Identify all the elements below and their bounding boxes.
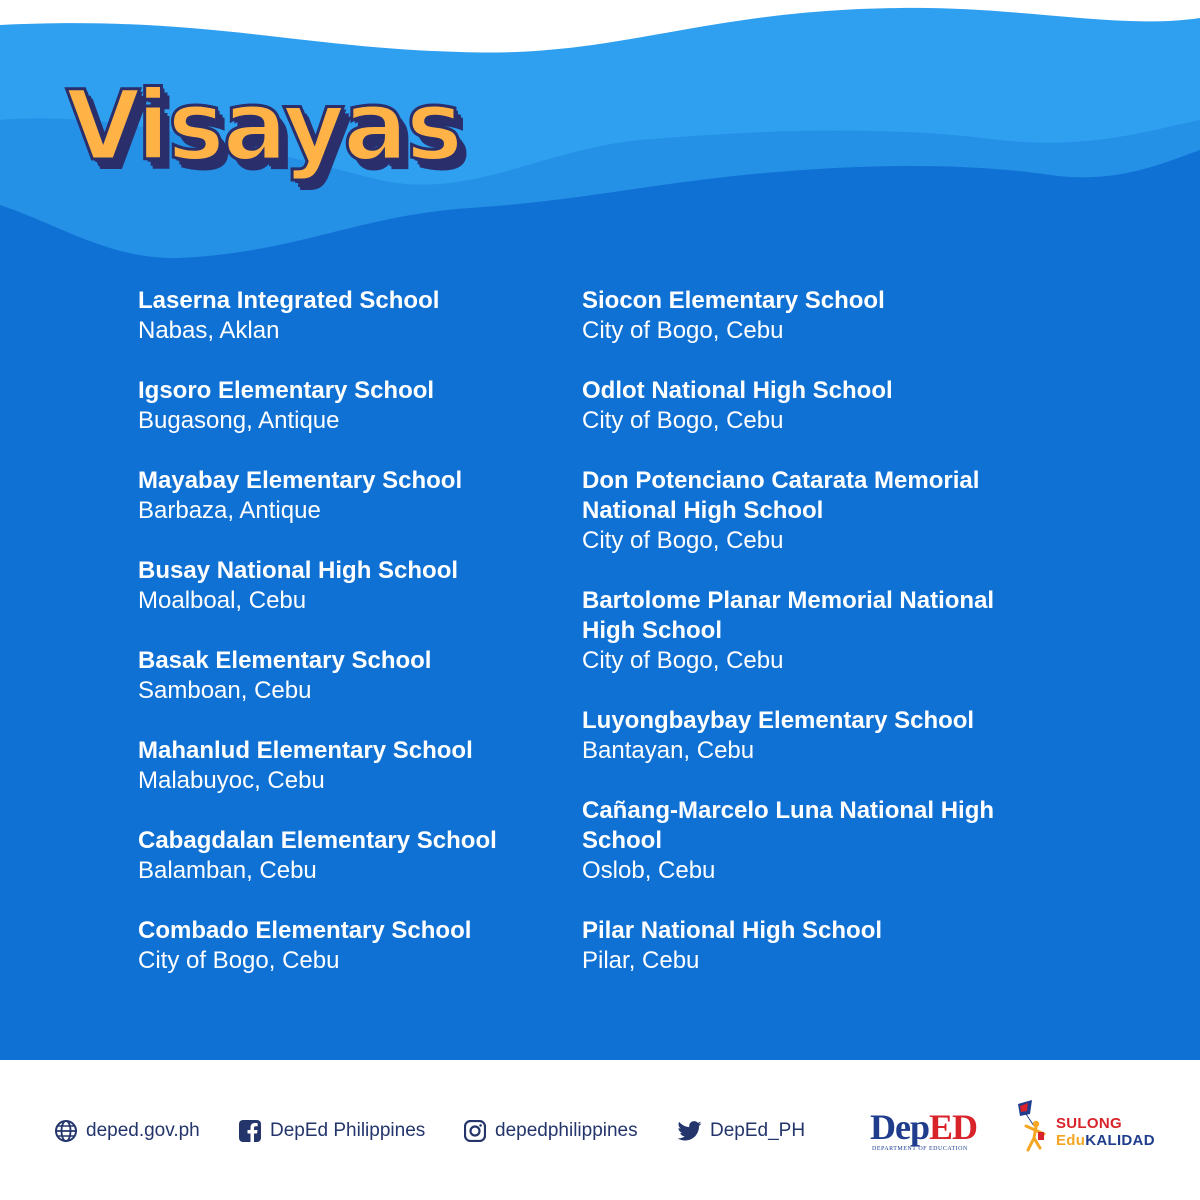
school-name: Siocon Elementary School [582,287,885,314]
school-name: Luyongbaybay Elementary School [582,707,975,734]
twitter-link[interactable] [678,1116,805,1146]
school-location: Samboan, Cebu [138,677,312,704]
school-location: City of Bogo, Cebu [138,947,340,974]
school-name: Bartolome Planar Memorial National High School [582,587,995,644]
kite-figure-icon [1012,1100,1052,1156]
school-name: Igsoro Elementary School [138,377,435,404]
website-label: deped.gov.ph [86,1120,200,1141]
list-item [138,916,578,976]
school-name: Don Potenciano Catarata Memorial National High School [582,467,980,524]
school-location: Bugasong, Antique [138,407,340,434]
page-title: Visayas [66,70,461,182]
school-name: Busay National High School [138,557,459,584]
deped-logo-part2: ED [929,1107,978,1147]
school-location: Bantayan, Cebu [582,737,755,764]
school-location: Malabuyoc, Cebu [138,767,325,794]
list-item [582,376,1022,436]
list-item [138,466,578,526]
school-name: Cañang-Marcelo Luna National High School [582,797,995,854]
instagram-label: depedphilippines [495,1120,638,1141]
school-name: Cabagdalan Elementary School [138,827,497,854]
school-location: City of Bogo, Cebu [582,407,784,434]
facebook-link[interactable] [238,1116,425,1146]
deped-logo-subtitle: DEPARTMENT OF EDUCATION [872,1146,968,1152]
school-name: Pilar National High School [582,917,883,944]
globe-icon [54,1119,78,1143]
school-location: Moalboal, Cebu [138,587,307,614]
list-item [582,796,1022,886]
sulong-logo-line1: SULONG [1056,1115,1122,1132]
list-item [138,736,578,796]
website-link[interactable] [54,1116,200,1146]
twitter-label: DepEd_PH [710,1120,806,1141]
school-location: Barbaza, Antique [138,497,321,524]
list-item [138,556,578,616]
school-name: Combado Elementary School [138,917,472,944]
deped-logo-part1: Dep [870,1107,929,1147]
instagram-link[interactable] [463,1116,638,1146]
school-location: City of Bogo, Cebu [582,647,784,674]
facebook-label: DepEd Philippines [270,1120,426,1141]
sulong-edukalidad-logo [1012,1100,1162,1156]
list-item [138,376,578,436]
school-list-left [138,286,578,1006]
school-name: Basak Elementary School [138,647,432,674]
instagram-icon [463,1119,487,1143]
school-name: Odlot National High School [582,377,893,404]
school-location: City of Bogo, Cebu [582,527,784,554]
school-location: Nabas, Aklan [138,317,280,344]
school-name: Mahanlud Elementary School [138,737,473,764]
school-location: City of Bogo, Cebu [582,317,784,344]
school-name: Laserna Integrated School [138,287,440,314]
list-item [582,466,1022,556]
twitter-icon [678,1119,702,1143]
school-list-right [582,286,1022,1006]
list-item [582,706,1022,766]
school-location: Oslob, Cebu [582,857,716,884]
school-name: Mayabay Elementary School [138,467,463,494]
facebook-icon [238,1119,262,1143]
list-item [582,286,1022,346]
footer [0,1060,1200,1200]
school-location: Pilar, Cebu [582,947,700,974]
list-item [582,916,1022,976]
list-item [138,286,578,346]
sulong-logo-kalidad: KALIDAD [1085,1132,1155,1149]
list-item [138,646,578,706]
deped-logo [868,1106,980,1156]
list-item [138,826,578,886]
list-item [582,586,1022,676]
sulong-logo-edu: Edu [1056,1132,1086,1149]
school-location: Balamban, Cebu [138,857,317,884]
